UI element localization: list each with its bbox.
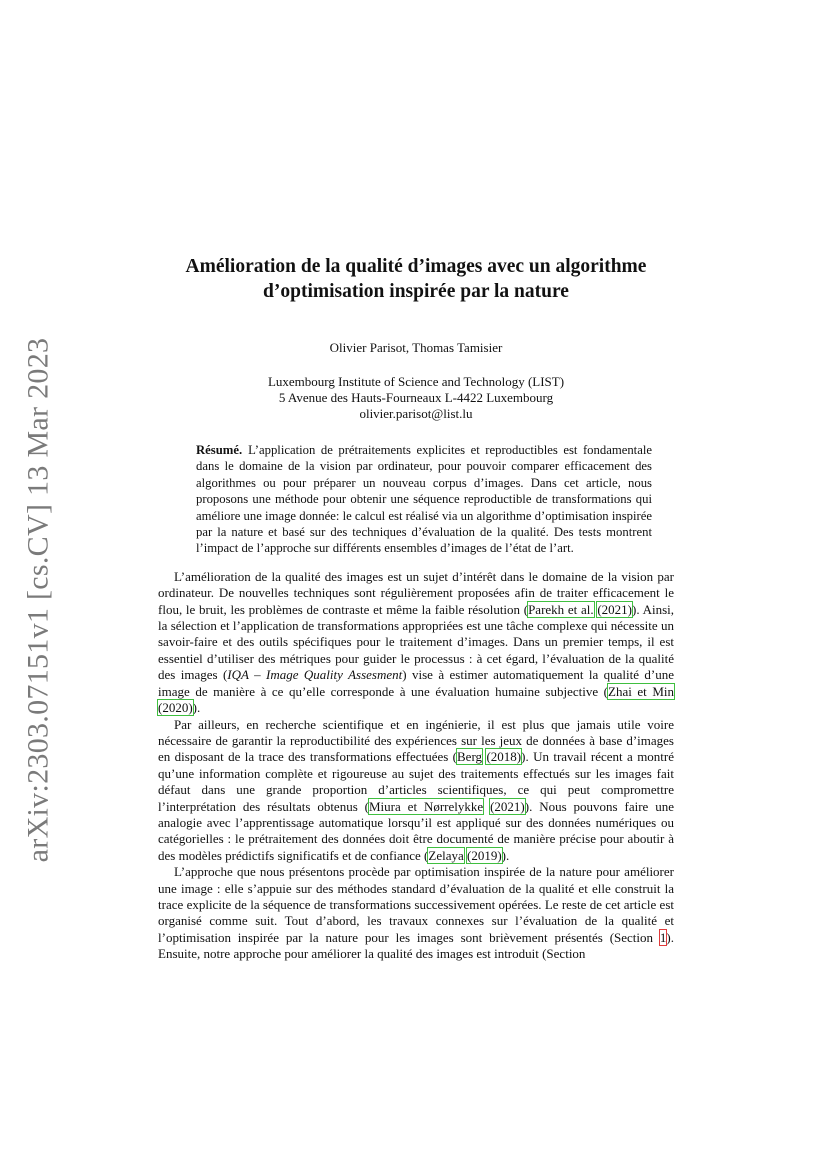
abstract-label: Résumé. bbox=[196, 443, 243, 457]
citation-year-link[interactable]: (2021) bbox=[597, 601, 632, 617]
citation-year-link[interactable]: (2020) bbox=[158, 700, 193, 716]
affiliation-institute: Luxembourg Institute of Science and Technology (LIST) bbox=[267, 374, 565, 389]
paragraph-3: L’approche que nous présentons procède par optimisation inspirée de la nature pour améliorer une image : elle s’appuie sur des méthodes standard d’évaluation de la qualité et elle construit la trace explicite de la séquence de transformations successivement opérées. Le reste de cet article est organisé comme suit. Tout d’abord, les travaux connexes sur l’évaluation de la qualité et l’optimisation inspirée par la nature pour les images sont brièvement présentés (Section 1). Ensuite, notre approche pour améliorer la qualité des images est introduit (Section bbox=[158, 864, 674, 962]
citation-link[interactable]: Zelaya bbox=[428, 847, 464, 863]
paragraph-2: Par ailleurs, en recherche scientifique et en ingénierie, il est plus que jamais utile voire nécessaire de garantir la reproductibilité des expériences sur les jeux de données à base d’images en disposant de la trace des transformations effectuées (Berg (2018)). Un travail récent a montré qu’une information complète et rigoureuse au sujet des traitements effectués sur les images fait défaut dans une grande proportion d’articles scientifiques, ce qui peut compromettre l’interprétation des résultats obtenus (Miura et Nørrelykke (2021)). Nous pouvons faire une analogie avec l’apprentissage automatique lorsqu’il est appliqué sur des données numériques ou catégorielles : le prétraitement des données doit être documenté de manière précise pour aboutir à des modèles prédictifs significatifs et de confiance (Zelaya (2019)). bbox=[158, 716, 675, 863]
paper-title bbox=[158, 254, 674, 304]
citation-link[interactable]: Parekh et al. bbox=[528, 601, 594, 617]
paper-page bbox=[158, 254, 674, 963]
citation-year-link[interactable]: (2021) bbox=[490, 798, 525, 814]
italic-term: IQA – Image Quality Assesment bbox=[227, 667, 403, 683]
paper-title-line-2: d’optimisation inspirée par la nature bbox=[263, 281, 569, 302]
paper-authors: Olivier Parisot, Thomas Tamisier bbox=[329, 340, 503, 355]
affiliation-address: 5 Avenue des Hauts-Fourneaux L-4422 Luxembourg bbox=[278, 390, 554, 405]
citation-year-link[interactable]: (2018) bbox=[486, 749, 522, 765]
author-affiliation bbox=[158, 374, 674, 422]
arxiv-identifier-stamp bbox=[18, 337, 58, 863]
abstract bbox=[196, 442, 652, 557]
section-reference-link[interactable]: 1 bbox=[659, 929, 667, 945]
citation-year-link[interactable]: (2019) bbox=[467, 847, 502, 863]
arxiv-identifier-text: arXiv:2303.07151v1 [cs.CV] 13 Mar 2023 bbox=[21, 337, 55, 863]
citation-link[interactable]: Berg bbox=[457, 749, 483, 765]
paragraph-1: L’amélioration de la qualité des images est un sujet d’intérêt dans le domaine de la vision par ordinateur. De nouvelles techniques sont régulièrement proposées afin de traiter efficacement le flou, le bruit, les problèmes de contraste et même la faible résolution (Parekh et al. (2021)). Ainsi, la sélection et l’application de transformations appropriées est une tâche complexe qui nécessite un savoir-faire et des outils spécifiques pour le traitement d’images. Dans un premier temps, il est essentiel d’utiliser des métriques pour guider le processus : à cet égard, l’évaluation de la qualité des images (IQA – Image Quality Assesment) vise à estimer automatiquement la qualité d’une image de manière à ce qu’elle corresponde à une évaluation humaine subjective (Zhai et Min (2020)). bbox=[158, 568, 674, 716]
abstract-text: L’application de prétraitements explicites et reproductibles est fondamentale dans le domaine de la vision par ordinateur, pour pouvoir comparer efficacement des algorithmes ou pour préparer un nouveau corpus d’images. Dans cet article, nous proposons une méthode pour obtenir une séquence reproductible de transformations qui améliore une image donnée: le calcul est réalisé via un algorithme d’optimisation inspirée par la nature et basé sur des techniques d’évaluation de la qualité. Des tests montrent l’impact de l’approche sur différents ensembles d’images de l’état de l’art. bbox=[196, 443, 652, 556]
paper-title-line-1: Amélioration de la qualité d’images avec un algorithme bbox=[185, 256, 647, 277]
citation-link[interactable]: Zhai et Min bbox=[608, 683, 674, 699]
citation-link[interactable]: Miura et Nørrelykke bbox=[369, 798, 484, 814]
body-text bbox=[158, 569, 674, 963]
affiliation-email[interactable]: olivier.parisot@list.lu bbox=[359, 406, 473, 421]
